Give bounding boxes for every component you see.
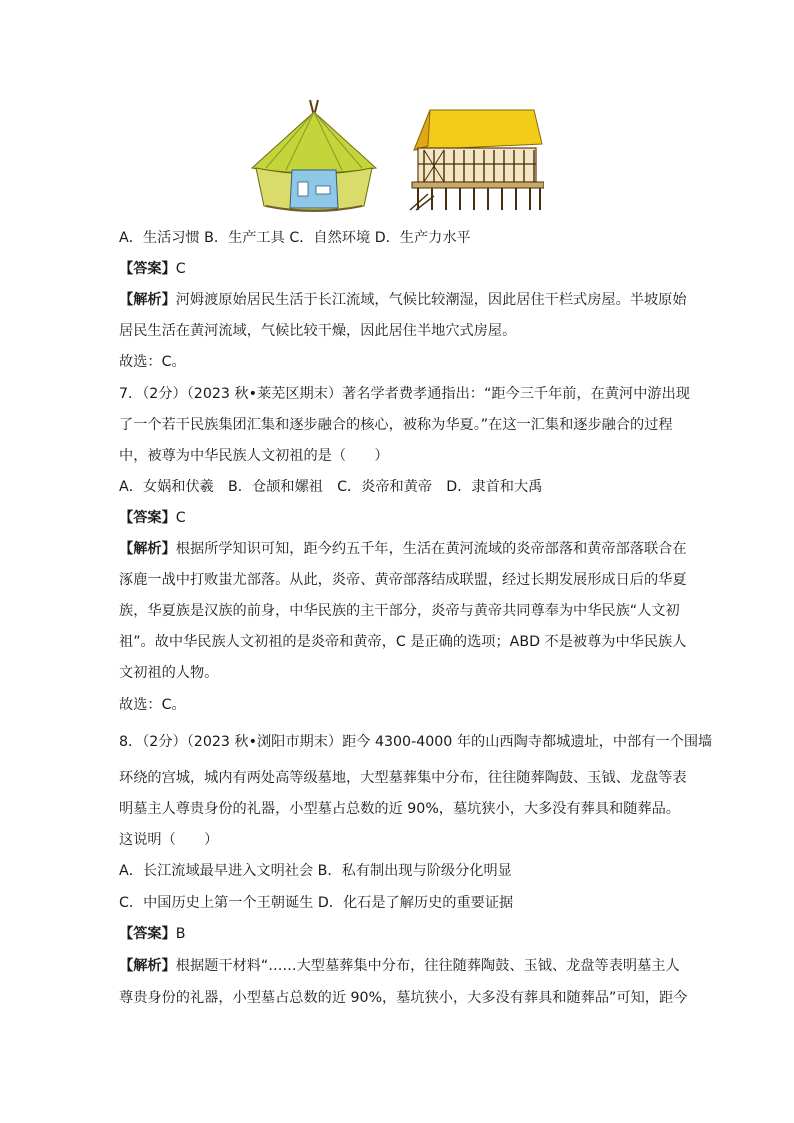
q6-answer [119,259,679,279]
q8-stem-line-1: 8．（2分）（2023 秋•浏阳市期末）距今 4300-4000 年的山西陶寺都城遗址，中部有一个围墙 [119,734,713,750]
q6-conclusion: 故选：C。 [119,354,186,370]
answer-tag: 【答案】 [119,261,176,277]
q8-option-line-2: C．中国历史上第一个王朝诞生 D．化石是了解历史的重要证据 [119,895,514,911]
analysis-tag: 【解析】 [119,958,176,974]
q8-analysis-line-2: 尊贵身份的礼器，小型墓占总数的近 90%，墓坑狭小，大多没有葬具和随葬品”可知，距今 [119,990,688,1006]
q7-analysis-line-2: 涿鹿一战中打败蚩尤部落。从此，炎帝、黄帝部落结成联盟，经过长期发展形成日后的华夏 [119,572,687,588]
q7-conclusion: 故选：C。 [119,697,186,713]
q7-answer [119,508,679,528]
answer-value: C [175,261,186,277]
semi-subterranean-hut-image [246,98,380,216]
q8-stem-line-4: 这说明（ ） [119,832,219,848]
answer-value: C [175,510,186,526]
q8-analysis-line-1: 【解析】根据题干材料“……大型墓葬集中分布，往往随葬陶鼓、玉钺、龙盘等表明墓主人 [119,958,680,974]
q8-stem-line-2: 环绕的宫城，城内有两处高等级墓地，大型墓葬集中分布，往往随葬陶鼓、玉钺、龙盘等表 [119,770,687,786]
answer-tag: 【答案】 [119,926,176,942]
dwelling-illustrations [246,98,546,216]
q7-stem-line-3: 中，被尊为中华民族人文初祖的是（ ） [119,448,389,464]
q6-options: A．生活习惯 B．生产工具 C．自然环境 D．生产力水平 [119,230,471,246]
q7-analysis-line-3: 族，华夏族是汉族的前身，中华民族的主干部分，炎帝与黄帝共同尊奉为中华民族“人文初 [119,603,680,619]
q7-analysis-line-1: 【解析】根据所学知识可知，距今约五千年，生活在黄河流域的炎帝部落和黄帝部落联合在 [119,541,687,557]
q6-analysis-line-2: 居民生活在黄河流域，气候比较干燥，因此居住半地穴式房屋。 [119,323,517,339]
q8-option-line-1: A．长江流域最早进入文明社会 B．私有制出现与阶级分化明显 [119,863,512,879]
analysis-tag: 【解析】 [119,292,176,308]
q7-analysis-line-4: 祖”。故中华民族人文初祖的是炎帝和黄帝，C 是正确的选项；ABD 不是被尊为中华民族人 [119,634,687,650]
answer-value: B [175,926,186,942]
q7-stem-line-2: 了一个若干民族集团汇集和逐步融合的核心，被称为华夏。”在这一汇集和逐步融合的过程 [119,417,673,433]
q8-answer [119,924,679,944]
q6-analysis-line-1: 【解析】河姆渡原始居民生活于长江流域，气候比较潮湿，因此居住干栏式房屋。半坡原始 [119,292,687,308]
stilt-house-image [408,106,544,216]
q7-analysis-line-5: 文初祖的人物。 [119,665,219,681]
answer-tag: 【答案】 [119,510,176,526]
q7-stem-line-1: 7．（2分）（2023 秋•莱芜区期末）著名学者费孝通指出：“距今三千年前，在黄河中游出现 [119,386,690,402]
q8-stem-line-3: 明墓主人尊贵身份的礼器，小型墓占总数的近 90%，墓坑狭小，大多没有葬具和随葬品。 [119,801,680,817]
q7-options: A．女娲和伏羲 B．仓颉和嫘祖 C．炎帝和黄帝 D．隶首和大禹 [119,479,543,495]
analysis-tag: 【解析】 [119,541,176,557]
